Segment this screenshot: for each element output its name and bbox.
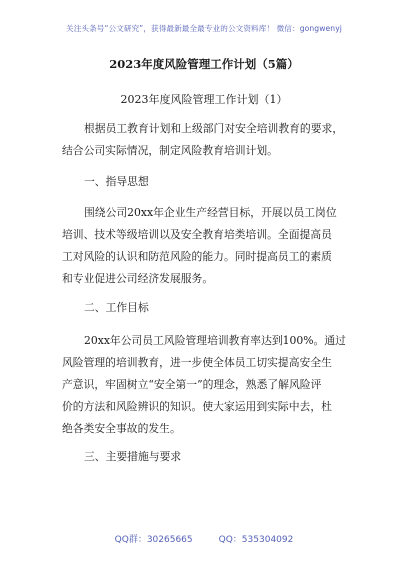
- document-subtitle: 2023年度风险管理工作计划（1）: [120, 93, 288, 106]
- contact-footer: [0, 532, 408, 545]
- promo-banner: 关注头条号“公文研究”，获得最新最全最专业的公文资料库！ 微信：gongwenyj: [66, 24, 342, 33]
- text-line: 培训、技术等级培训以及安全教育培类培训。全面提高员: [62, 228, 332, 241]
- text-line: 产意识，牢固树立“安全第一”的理念，熟悉了解风险评: [62, 378, 322, 391]
- text-line: 围绕公司20xx年企业生产经营目标，开展以员工岗位: [84, 206, 337, 219]
- section-heading-guiding-ideology: 一、指导思想: [84, 175, 149, 188]
- intro-paragraph: [62, 118, 352, 162]
- section-heading-work-goals: 二、工作目标: [84, 301, 149, 314]
- text-line: 20xx年公司员工风险管理培训教育率达到100%。通过: [84, 334, 346, 347]
- document-title: 2023年度风险管理工作计划（5篇）: [109, 57, 299, 71]
- text-line: 价的方法和风险辨识的知识。使大家运用到实际中去，杜: [62, 400, 332, 413]
- text-line: 工对风险的认识和防范风险的能力。同时提高员工的素质: [62, 250, 332, 263]
- text-line: 风险管理的培训教育，进一步使全体员工切实提高安全生: [62, 356, 332, 369]
- text-line: 根据员工教育计划和上级部门对安全培训教育的要求，: [84, 122, 344, 135]
- qq-text: QQ：535304092: [218, 535, 294, 545]
- text-line: 绝各类安全事故的发生。: [62, 422, 181, 435]
- section2-paragraph: [62, 330, 352, 440]
- section1-paragraph: [62, 202, 352, 290]
- text-line: 结合公司实际情况，制定风险教育培训计划。: [62, 144, 278, 157]
- qq-group-text: QQ群：30265665: [114, 535, 193, 545]
- section-heading-measures: 三、主要措施与要求: [84, 450, 182, 463]
- text-line: 和专业促进公司经济发展服务。: [62, 272, 214, 285]
